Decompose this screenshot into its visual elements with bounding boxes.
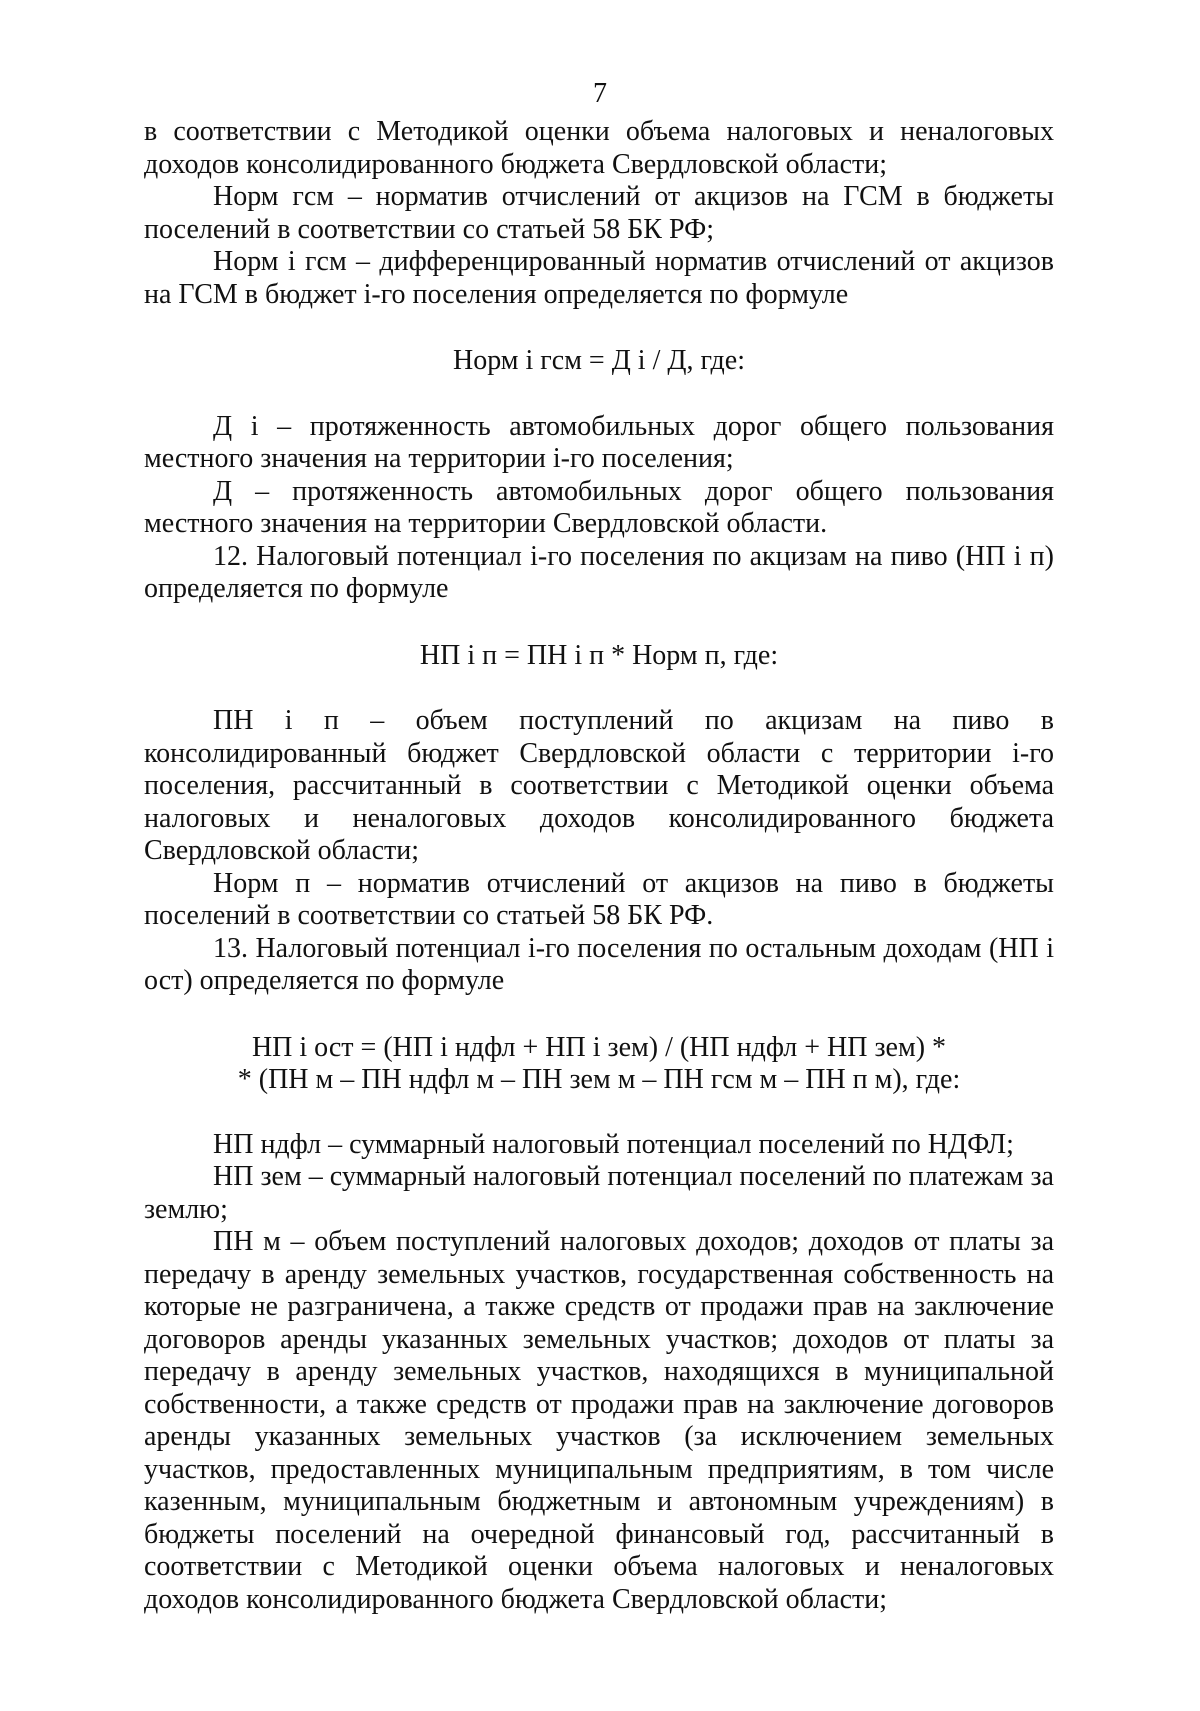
paragraph-norm-gsm: Норм гсм – норматив отчислений от акцизов на ГСМ в бюджеты поселений в соответствии со статьей 58 БК РФ;: [144, 181, 1054, 245]
paragraph-norm-i-gsm: Норм і гсм – дифференцированный норматив отчислений от акцизов на ГСМ в бюджет і-го поселения определяется по формуле: [144, 246, 1054, 310]
paragraph-item-12: 12. Налоговый потенциал і-го поселения по акцизам на пиво (НП і п) определяется по формуле: [144, 540, 1054, 604]
paragraph-np-zem: НП зем – суммарный налоговый потенциал поселений по платежам за землю;: [144, 1161, 1054, 1225]
formula-np-i-ost-line-2: * (ПН м – ПН ндфл м – ПН зем м – ПН гсм м – ПН п м), где:: [237, 1064, 961, 1095]
formula-norm-i-gsm: Норм і гсм = Д і / Д, где:: [452, 345, 746, 376]
paragraph-pn-m: ПН м – объем поступлений налоговых доходов; доходов от платы за передачу в аренду земельных участков, государственная собственность на которые не разграничена, а также средств от продажи прав на заключение договоров аренды указанных земельных участков; доходов от платы за передачу в аренду земельных участков, находящихся в муниципальной собственности, а также средств от продажи прав на заключение договоров аренды указанных земельных участков (за исключением земельных участков, предоставленных муниципальным предприятиям, в том числе казенным, муниципальным бюджетным и автономным учреждениям) в бюджеты поселений на очередной финансовый год, рассчитанный в соответствии с Методикой оценки объема налоговых и неналоговых доходов консолидированного бюджета Свердловской области;: [144, 1226, 1054, 1615]
formula-np-i-p: НП і п = ПН і п * Норм п, где:: [419, 639, 779, 671]
page-number: 7: [593, 78, 607, 109]
paragraph-methodology-ref: в соответствии с Методикой оценки объема налоговых и неналоговых доходов консолидированного бюджета Свердловской области;: [144, 116, 1054, 180]
paragraph-np-ndfl: НП ндфл – суммарный налоговый потенциал поселений по НДФЛ;: [213, 1128, 1014, 1160]
document-body: [144, 116, 1054, 1616]
paragraph-d-i: Д і – протяженность автомобильных дорог общего пользования местного значения на территории і-го поселения;: [144, 410, 1054, 474]
paragraph-d: Д – протяженность автомобильных дорог общего пользования местного значения на территории Свердловской области.: [144, 475, 1054, 539]
paragraph-norm-p: Норм п – норматив отчислений от акцизов на пиво в бюджеты поселений в соответствии со статьей 58 БК РФ.: [144, 867, 1054, 931]
paragraph-item-13: 13. Налоговый потенциал і-го поселения по остальным доходам (НП і ост) определяется по формуле: [144, 932, 1054, 996]
paragraph-pn-i-p: ПН і п – объем поступлений по акцизам на пиво в консолидированный бюджет Свердловской области с территории і-го поселения, рассчитанный в соответствии с Методикой оценки объема налоговых и неналоговых доходов консолидированного бюджета Свердловской области;: [144, 705, 1054, 866]
formula-np-i-ost-line-1: НП і ост = (НП і ндфл + НП і зем) / (НП ндфл + НП зем) *: [251, 1031, 947, 1063]
